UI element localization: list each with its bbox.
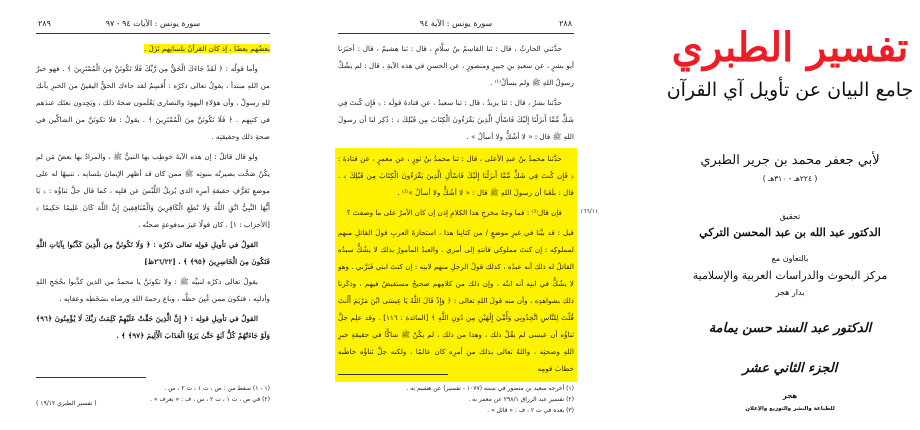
- dar-label: بدار هجر: [775, 288, 805, 297]
- page-footer: ( تفسير الطبري ١٩/١٢ ): [36, 400, 97, 407]
- volume-label: الجزء الثاني عشر: [742, 361, 838, 376]
- cover-page: [660, 0, 920, 430]
- tahqiq-label: تحقيق: [779, 212, 801, 221]
- book-title: تفسير الطبري: [671, 24, 909, 71]
- running-header: [338, 18, 574, 30]
- paragraph: ولو قال قائلٌ : إن هذه الآيةَ خوطِب بها النبيُّ ﷺ ، والمرادُ بها بعضُ مَن لم يكُنْ صَحَّت بصيرتُه بنبوتِه ﷺ ممن كان قد أظهر الإيمانَ بلسانِه ، تنبيهًا له على موضعِ تَعَرُّفِ حقيقةِ أمرِه الذي يُزيلُ اللَّبْسَ عن قلبِه ، كما قال جلَّ ثناؤُه : ﴿ يَا أَيُّهَا النَّبِيُّ اتَّقِ اللَّهَ وَلَا تُطِعِ الْكَافِرِينَ وَالْمُنَافِقِينَ إِنَّ اللَّهَ كَانَ عَلِيمًا حَكِيمًا ﴾ [الأحزاب : ١] . كان قولًا غيرَ مدفوعةٍ صحتُه .: [36, 152, 270, 229]
- book-subtitle: جامع البيان عن تأويل آي القرآن: [666, 79, 914, 101]
- page-288: [338, 0, 574, 430]
- footnote: (٣) بعده في ت ٢ ، ف : « قائل » .: [487, 407, 574, 414]
- paragraph: وأما قولُه : ﴿ لَقَدْ جَاءَكَ الْحَقُّ مِن رَّبِّكَ فَلَا تَكُونَنَّ مِنَ الْمُمْتَرِينَ ﴾ . فهو خبرٌ من اللهِ مبتدأ ، يقولُ تعالى ذكرُه : أُقسِمُ لقد جاءك الحقُّ اليقينُ من الخبرِ بأنك للهِ رسولٌ ، وأن هؤلاءِ اليهودَ والنصارى يَعْلَمون صحةَ ذلك ، ويَجِدون نعتَك عندَهم في كتبِهم . ﴿ فَلَا تَكُونَنَّ مِنَ الْمُمْتَرِينَ ﴾ . يقولُ : فلا تكونَنَّ من الشاكِّين في صحةِ ذلك وحقيقتِه .: [36, 64, 270, 141]
- author-dates: ( ٢٢٤هـ - ٣١٠هـ ): [762, 174, 818, 183]
- page-number: ٢٨٨: [559, 19, 572, 28]
- section-heading-paragraph: القولُ في تأويلِ قولِه تعالى ذكرُه : ﴿ وَلَا تَكُونَنَّ مِنَ الَّذِينَ كَذَّبُوا بِآيَاتِ اللَّهِ فَتَكُونَ مِنَ الْخَاسِرِينَ ﴿٩٥﴾ ﴾ . [٢٦/٢٢ظ]: [36, 240, 270, 266]
- header-rule: [36, 33, 270, 34]
- paragraph: قيل : قد بيَّنا في غيرِ موضعٍ / من كتابِنا هذا ، استجازةَ العربِ قولَ القائلِ منهم لمملوكِه : إن كنتَ مملوكي فانتهِ إلى أمري . والعبدُ المأمورُ بذلك لا يشُكُّ سيدُه القائلُ له ذلك أنه عبدُه ، كذلك قولُ الرجلِ منهم لابنِه : إن كنتَ ابني فَبَرَّني . وهو لا يشُكُّ في ابنِه أنه ابنُه ، وإن ذلك من كلامِهم صحيحٌ مستفيضٌ فيهم ، وذكَرنا ذلك بشواهدِه ، وأن منه قولَ اللهِ تعالى : ﴿ وَإِذْ قَالَ اللَّهُ يَا عِيسَى ابْنَ مَرْيَمَ أَأَنتَ قُلْتَ لِلنَّاسِ اتَّخِذُونِي وَأُمِّيَ إِلَٰهَيْنِ مِن دُونِ اللَّهِ ﴾ [المائدة : ١١٦] . وقد علِم جلَّ ثناؤُه أن عيسى لم يقُلْ ذلك ، وهذا من ذلك ، لم يكُنْ ﷺ شاكًّا في حقيقةِ خبرِ اللهِ وصحتِه ، واللهُ تعالى بذلك من أمرِه كان عالمًا ، ولكنه جلَّ ثناؤُه خاطَبه خطابَ قومِه: [338, 228, 574, 373]
- paragraph: حدَّثني الحارثُ ، قال : ثنا القاسمُ بنُ سلَّامٍ ، قال : ثنا هشيمٌ ، قال : أخبَرَنا أبو بشرٍ ، عن سعيدِ بنِ جبيرٍ ومنصورٍ ، عن الحسنِ في هذه الآيةِ ، قال : لم يشُكَّ رسولُ اللهِ ﷺ ولم يسألْ⁽¹⁾ .: [338, 44, 574, 87]
- running-header: [36, 18, 270, 30]
- section-heading-paragraph: القولُ في تأويلِ قولِه : ﴿ إِنَّ الَّذِينَ حَقَّتْ عَلَيْهِمْ كَلِمَتُ رَبِّكَ لَا يُؤْمِنُونَ ﴿٩٦﴾ وَلَوْ جَاءَتْهُمْ كُلُّ آيَةٍ حَتَّىٰ يَرَوُا الْعَذَابَ الْأَلِيمَ ﴿٩٧﴾ ﴾ .: [36, 314, 270, 340]
- paragraph: حدَّثنا بشرٌ ، قال : ثنا يزيدُ ، قال : ثنا سعيدٌ ، عن قتادةَ قولَه : ﴿ فَإِن كُنتَ فِي شَكٍّ مِّمَّا أَنزَلْنَا إِلَيْكَ فَاسْأَلِ الَّذِينَ يَقْرَءُونَ الْكِتَابَ مِن قَبْلِكَ ﴾ : ذُكِر لنا أن رسولَ اللهِ ﷺ قال : « لا أشُكُّ ولا أسألُ » .: [338, 98, 574, 141]
- page-body: [36, 40, 270, 347]
- page-289: [36, 0, 270, 430]
- paragraph: حدَّثنا محمدُ بنُ عبدِ الأعلى ، قال : ثنا محمدُ بنُ ثورٍ ، عن معمرٍ ، عن قتادةَ : ﴿ فَإِن كُنتَ فِي شَكٍّ مِّمَّا أَنزَلْنَا إِلَيْكَ فَاسْأَلِ الَّذِينَ يَقْرَءُونَ الْكِتَابَ مِن قَبْلِكَ ﴾ . قال : بلَغَنا أن رسولَ اللهِ ﷺ قال : « لا أشُكُّ ولا أسألُ »⁽²⁾ .: [338, 154, 574, 197]
- paragraph: فإن قال⁽³⁾ : فما وجهُ مخرجِ هذا الكلامِ إذن إن كان الأمرُ على ما وصفتَ ؟: [346, 208, 562, 217]
- margin-reference: ١٦٦/١١: [580, 208, 599, 215]
- highlighted-text: بعضُهم بعضًا ، إذ كان القرآنُ بلسانِهم نَزَلَ .: [144, 44, 270, 53]
- page-number: ٢٨٩: [38, 19, 51, 28]
- footnotes: [338, 383, 574, 416]
- publisher-description: للطباعة والنشر والتوزيع والإعلان: [745, 406, 835, 412]
- header-rule: [338, 33, 574, 34]
- footnote: (١ - ١) سقط من : ص ، ت ١ ، ت ٢ ، س .: [164, 385, 270, 392]
- author-name: لأبي جعفر محمد بن جرير الطبري: [700, 153, 880, 168]
- cooperation-label: بالتعاون مع: [771, 254, 809, 263]
- footnote-rule: [36, 377, 146, 378]
- editor-name: الدكتور عبد الله بن عبد المحسن التركي: [699, 226, 881, 239]
- research-center: مركز البحوث والدراسات العربية والإسلامية: [692, 269, 888, 282]
- paragraph: [36, 40, 270, 57]
- footnote: (٢) في ص ، ت ١ ، ت ٢ ، س ، ف : « يعرف » .: [150, 396, 270, 403]
- page-body: [338, 40, 574, 382]
- running-head-title: سورة يونس : الآية ٩٤: [419, 19, 493, 28]
- highlighted-block: [335, 148, 577, 382]
- footnote-rule: [338, 374, 448, 375]
- paragraph: يقولُ تعالى ذكرُه لنبيِّه ﷺ : ولا تكونَنَّ يا محمدُ من الذين كذَّبوا بحُجَجِ اللهِ وأدلتِه ، فتكونَ ممن غُبِنَ حظَّه ، وباع رحمةَ اللهِ ورضاه بسَخَطِه وعقابِه .: [36, 277, 270, 303]
- publisher-name: هجر: [782, 392, 798, 400]
- second-editor-name: الدكتور عبد السند حسن يمامة: [708, 321, 872, 336]
- footnote: (٢) تفسير عبد الرزاق ٢٩٨/١ عن معمر به .: [468, 396, 574, 403]
- running-head-title: سورة يونس : الآيات ٩٤ - ٩٧: [105, 19, 201, 28]
- footnote: (١) أخرجه سعيد بن منصور في سننه (١٠٧٧ - تفسير) عن هشيم به .: [406, 385, 574, 392]
